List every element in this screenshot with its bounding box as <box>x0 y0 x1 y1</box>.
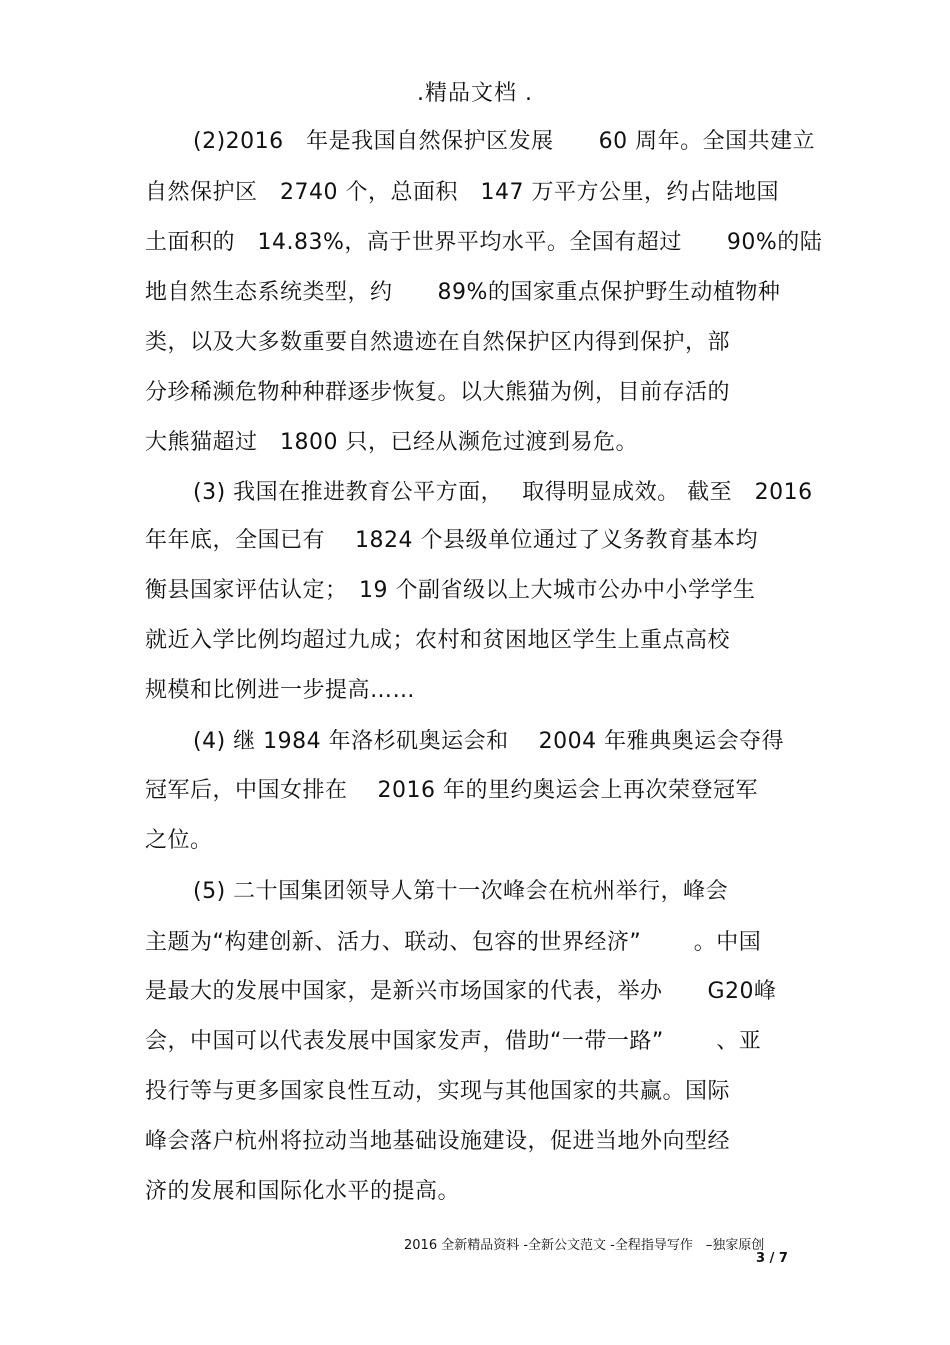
paragraph-3-line: (3) 我国在推进教育公平方面， 取得明显成效。 截至 2016 <box>193 480 813 505</box>
paragraph-5-line: 主题为“构建创新、活力、联动、包容的世界经济” 。中国 <box>145 930 762 955</box>
paragraph-3-line: 就近入学比例均超过九成；农村和贫困地区学生上重点高校 <box>145 628 731 653</box>
paragraph-2-line: 自然保护区 2740 个，总面积 147 万平方公里，约占陆地国 <box>145 180 779 205</box>
paragraph-2-line: 类，以及大多数重要自然遗迹在自然保护区内得到保护，部 <box>145 330 731 355</box>
paragraph-5-line: 济的发展和国际化水平的提高。 <box>145 1179 461 1204</box>
document-header: .精品文档 . <box>417 81 533 106</box>
footer-note: 2016 全新精品资料 -全新公文范文 -全程指导写作 –独家原创 <box>404 1238 765 1253</box>
paragraph-5-line: 是最大的发展中国家，是新兴市场国家的代表，举办 G20峰 <box>145 979 777 1004</box>
paragraph-4-line: (4) 继 1984 年洛杉矶奥运会和 2004 年雅典奥运会夺得 <box>193 729 785 754</box>
paragraph-3-line: 规模和比例进一步提高…… <box>145 678 416 703</box>
paragraph-2-line: 分珍稀濒危物种种群逐步恢复。以大熊猫为例，目前存活的 <box>145 380 731 405</box>
paragraph-4-line: 之位。 <box>145 828 213 853</box>
paragraph-5-line: (5) 二十国集团领导人第十一次峰会在杭州举行，峰会 <box>193 879 729 904</box>
page-number: 3 / 7 <box>756 1251 788 1266</box>
paragraph-2-line: 土面积的 14.83%，高于世界平均水平。全国有超过 90%的陆 <box>145 230 823 255</box>
paragraph-2-line: 大熊猫超过 1800 只，已经从濒危过渡到易危。 <box>145 430 638 455</box>
paragraph-2-line: (2)2016 年是我国自然保护区发展 60 周年。全国共建立 <box>193 129 816 154</box>
paragraph-4-line: 冠军后，中国女排在 2016 年的里约奥运会上再次荣登冠军 <box>145 778 758 803</box>
paragraph-5-line: 会，中国可以代表发展中国家发声，借助“一带一路” 、亚 <box>145 1029 762 1054</box>
paragraph-5-line: 峰会落户杭州将拉动当地基础设施建设，促进当地外向型经 <box>145 1129 731 1154</box>
paragraph-3-line: 年年底，全国已有 1824 个县级单位通过了义务教育基本均 <box>145 528 758 553</box>
paragraph-5-line: 投行等与更多国家良性互动，实现与其他国家的共赢。国际 <box>145 1079 731 1104</box>
paragraph-3-line: 衡县国家评估认定； 19 个副省级以上大城市公办中小学学生 <box>145 578 756 603</box>
paragraph-2-line: 地自然生态系统类型，约 89%的国家重点保护野生动植物种 <box>145 280 781 305</box>
